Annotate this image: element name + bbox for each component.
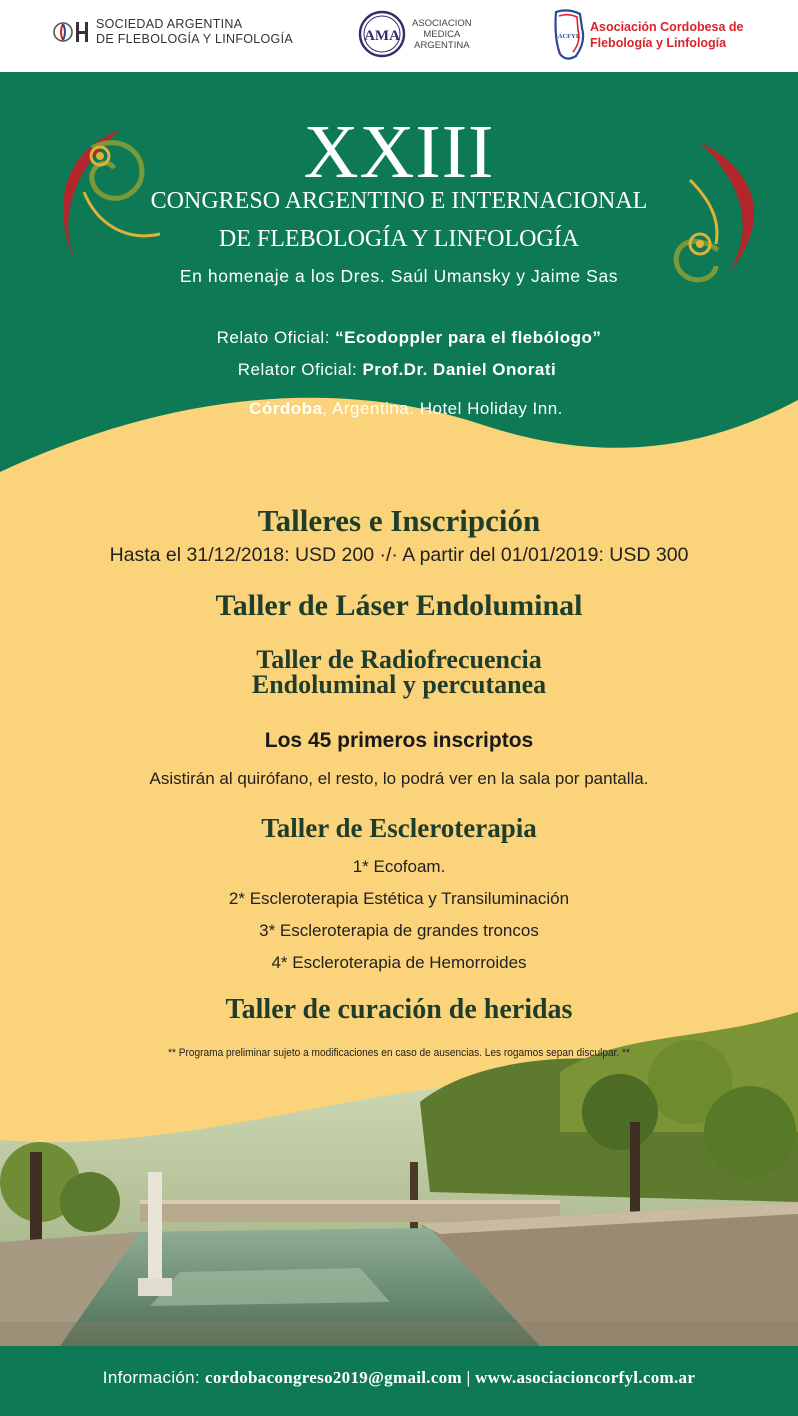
taller-radiofrecuencia-title (0, 647, 798, 697)
ama-line2: MEDICA (423, 28, 461, 40)
venue-info (0, 399, 798, 419)
ama-line3: ARGENTINA (414, 39, 470, 51)
homage-text: En homenaje a los Dres. Saúl Umansky y Jaime Sas (179, 266, 619, 286)
footer-email-link[interactable]: cordobacongreso2019@gmail.com (204, 1368, 462, 1387)
taller-escleroterapia-title: Taller de Escleroterapia (261, 813, 537, 843)
attendance-note: Asistirán al quirófano, el resto, lo podrá ver en la sala por pantalla. (149, 769, 649, 788)
preliminary-program-note: ** Programa preliminar sujeto a modificaciones en caso de ausencias. Les rogamos sepan disculpar. ** (168, 1047, 630, 1059)
relato-oficial (0, 328, 798, 348)
sociedad-line2: DE FLEBOLOGÍA Y LINFOLOGÍA (96, 32, 293, 46)
acfyl-mark-text: ACFYL (557, 33, 581, 40)
acfyl-line1: Asociación Cordobesa de (590, 20, 744, 34)
poster-background (0, 72, 798, 1346)
relator-oficial (0, 360, 794, 380)
footer-website-link[interactable]: www.asociacioncorfyl.com.ar (475, 1368, 696, 1387)
esclero-item-1: 1* Ecofoam. (352, 857, 446, 876)
sociedad-emblem-icon (52, 14, 90, 50)
venue-city: Córdoba (249, 399, 323, 418)
sociedad-argentina-logo (52, 14, 293, 50)
ama-line1: ASOCIACION (412, 17, 472, 29)
congress-title-line2: DE FLEBOLOGÍA Y LINFOLOGÍA (218, 226, 580, 252)
footer-label: Información: (102, 1368, 205, 1387)
esclero-item-2: 2* Escleroterapia Estética y Transiluminación (228, 889, 570, 908)
taller-laser-title: Taller de Láser Endoluminal (215, 589, 583, 622)
relato-value: “Ecodoppler para el flebólogo” (335, 328, 602, 347)
congress-title-line1: CONGRESO ARGENTINO E INTERNACIONAL (150, 188, 648, 214)
footer-bar (0, 1346, 798, 1416)
acfyl-emblem-icon (550, 8, 588, 62)
ama-mark-text: AMA (364, 28, 400, 44)
relator-value: Prof.Dr. Daniel Onorati (362, 360, 557, 379)
footer-contact (0, 1368, 798, 1388)
footer-separator: | (461, 1368, 476, 1387)
esclero-item-3: 3* Escleroterapia de grandes troncos (259, 921, 539, 940)
talleres-title: Talleres e Inscripción (257, 503, 541, 538)
acfyl-line2: Flebología y Linfología (590, 36, 727, 50)
relato-label: Relato Oficial: (216, 328, 336, 347)
ama-logo (358, 10, 472, 58)
first-45-registrants: Los 45 primeros inscriptos (264, 729, 534, 752)
logo-bar (0, 0, 798, 72)
esclero-item-4: 4* Escleroterapia de Hemorroides (271, 953, 527, 972)
taller-radio-line2: Endoluminal y percutanea (251, 670, 547, 699)
ama-emblem-icon (358, 10, 406, 58)
sociedad-line1: SOCIEDAD ARGENTINA (96, 17, 243, 31)
taller-radio-line1: Taller de Radiofrecuencia (256, 645, 542, 674)
taller-heridas-title: Taller de curación de heridas (225, 994, 573, 1025)
registration-prices: Hasta el 31/12/2018: USD 200 ·/· A partir del 01/01/2019: USD 300 (109, 544, 689, 566)
acfyl-logo (550, 8, 744, 62)
relator-label: Relator Oficial: (237, 360, 363, 379)
congress-number: XXIII (303, 110, 495, 194)
venue-detail: , Argentina. Hotel Holiday Inn. (322, 399, 563, 418)
